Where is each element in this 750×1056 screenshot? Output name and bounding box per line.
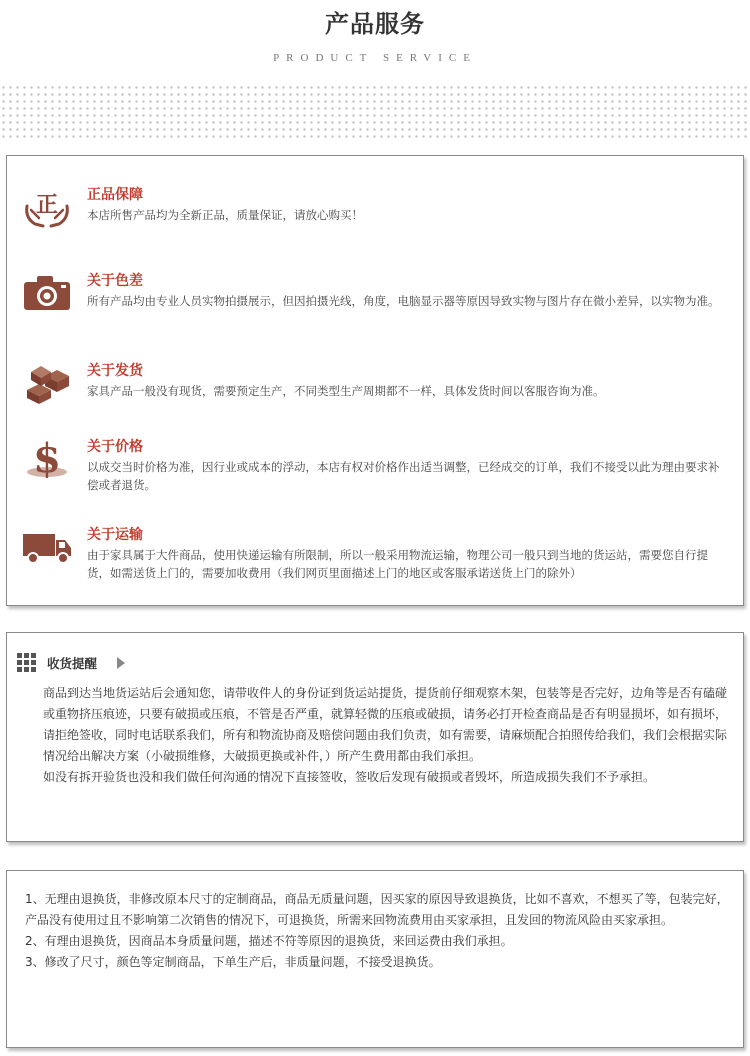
notice-body — [43, 683, 733, 788]
service-desc: 由于家具属于大件商品，使用快递运输有所限制，所以一般采用物流运输，物理公司一般只到当地的货运站，需要您自行提货，如需送货上门的，需要加收费用（我们网页里面描述上门的地区或客服承诺送货上门的除外） — [87, 548, 708, 580]
arrow-right-icon — [117, 657, 125, 669]
policy-item: 3、修改了尺寸，颜色等定制商品，下单生产后，非质量问题，不接受退换货。 — [25, 955, 441, 969]
boxes-icon — [21, 360, 73, 404]
page-subtitle: PRODUCT SERVICE — [273, 52, 477, 64]
service-title: 关于发货 — [87, 363, 143, 379]
policy-list — [25, 889, 737, 973]
return-policy-panel — [6, 870, 744, 1048]
grid-icon — [17, 653, 37, 673]
camera-icon — [21, 270, 73, 314]
services-panel — [6, 155, 744, 606]
page-header — [0, 0, 750, 150]
service-title: 关于价格 — [87, 439, 143, 455]
dotted-divider — [0, 84, 750, 140]
receipt-notice-panel — [6, 632, 744, 842]
service-desc: 所有产品均由专业人员实物拍摄展示，但因拍摄光线，角度，电脑显示器等原因导致实物与图片存在微小差异，以实物为准。 — [87, 294, 720, 308]
page-title: 产品服务 — [325, 10, 425, 38]
notice-title: 收货提醒 — [47, 656, 98, 671]
service-title: 正品保障 — [87, 187, 143, 203]
service-desc: 本店所售产品均为全新正品，质量保证，请放心购买！ — [87, 208, 363, 222]
dollar-icon — [21, 436, 73, 480]
notice-paragraph: 商品到达当地货运站后会通知您，请带收件人的身份证到货运站提货，提货前仔细观察木架，包装等是否完好，边角等是否有磕碰或重物挤压痕迹，只要有破损或压痕，不管是否严重，就算轻微的压痕或破损，请务必打开检查商品是否有明显损坏，如有损坏，请拒绝签收，同时电话联系我们，所有和物流协商及赔偿问题由我们负责，如有需要，请麻烦配合拍照传给我们，我们会根据实际情况给出解决方案（小破损维修，大破损更换或补件，）所产生费用都由我们承担。 — [43, 686, 728, 763]
notice-paragraph: 如没有拆开验货也没和我们做任何沟通的情况下直接签收，签收后发现有破损或者毁坏，所造成损失我们不予承担。 — [43, 770, 656, 784]
policy-item: 1、无理由退换货，非修改原本尺寸的定制商品，商品无质量问题，因买家的原因导致退换货，比如不喜欢，不想买了等，包装完好，产品没有使用过且不影响第二次销售的情况下，可退换货，所需来回物流费用由买家承担，且发回的物流风险由买家承担。 — [25, 892, 729, 927]
policy-item: 2、有理由退换货，因商品本身质量问题，描述不符等原因的退换货，来回运费由我们承担。 — [25, 934, 513, 948]
hands-genuine-icon — [21, 184, 73, 228]
truck-icon — [21, 524, 73, 568]
service-desc: 以成交当时价格为准，因行业或成本的浮动，本店有权对价格作出适当调整，已经成交的订单，我们不接受以此为理由要求补偿或者退货。 — [87, 460, 720, 492]
service-desc: 家具产品一般没有现货，需要预定生产，不同类型生产周期都不一样，具体发货时间以客服咨询为准。 — [87, 384, 605, 398]
service-title: 关于色差 — [87, 273, 143, 289]
genuine-glyph: 正 — [35, 193, 59, 218]
svg-text:$: $ — [33, 436, 61, 480]
service-title: 关于运输 — [87, 527, 143, 543]
